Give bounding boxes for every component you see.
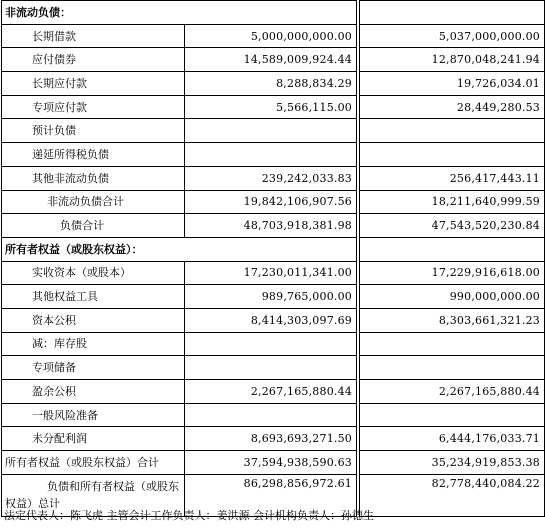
row-label: 所有者权益（或股东权益）合计 — [2, 451, 185, 475]
row-label: 减：库存股 — [2, 332, 185, 356]
table-row — [2, 403, 545, 427]
table-row — [2, 332, 545, 356]
current-value: 86,298,856,972.61 — [185, 474, 357, 516]
prior-value: 8,303,661,321.23 — [360, 308, 545, 332]
current-value: 8,414,303,097.69 — [185, 308, 357, 332]
row-label: 负债和所有者权益（或股东权益）总计 — [2, 474, 185, 516]
section-row-non-current-liabilities — [2, 1, 545, 25]
prior-value — [360, 143, 545, 167]
current-value — [185, 143, 357, 167]
current-value: 8,693,693,271.50 — [185, 427, 357, 451]
current-value: 37,594,938,590.63 — [185, 451, 357, 475]
row-label: 专项储备 — [2, 356, 185, 380]
prior-value — [360, 356, 545, 380]
section-row-equity — [2, 237, 545, 261]
current-value: 239,242,033.83 — [185, 166, 357, 190]
prior-value — [360, 403, 545, 427]
prior-value: 2,267,165,880.44 — [360, 380, 545, 404]
prior-value: 82,778,440,084.22 — [360, 474, 545, 516]
row-label: 递延所得税负债 — [2, 143, 185, 167]
row-label: 专项应付款 — [2, 95, 185, 119]
current-value: 5,566,115.00 — [185, 95, 357, 119]
row-label: 其他权益工具 — [2, 285, 185, 309]
current-value: 17,230,011,341.00 — [185, 261, 357, 285]
current-value — [185, 332, 357, 356]
total-row — [2, 451, 545, 475]
current-value: 5,000,000,000.00 — [185, 24, 357, 48]
table-row — [2, 356, 545, 380]
row-label: 盈余公积 — [2, 380, 185, 404]
table-row — [2, 261, 545, 285]
table-row — [2, 95, 545, 119]
current-value — [185, 356, 357, 380]
balance-sheet-table — [1, 0, 545, 517]
table-row — [2, 48, 545, 72]
current-value: 989,765,000.00 — [185, 285, 357, 309]
section-title: 所有者权益（或股东权益）： — [2, 237, 357, 261]
row-label: 长期应付款 — [2, 72, 185, 96]
prior-value: 6,444,176,033.71 — [360, 427, 545, 451]
table-row — [2, 119, 545, 143]
prior-value: 18,211,640,999.59 — [360, 190, 545, 214]
prior-value: 12,870,048,241.94 — [360, 48, 545, 72]
prior-value — [360, 332, 545, 356]
current-value: 2,267,165,880.44 — [185, 380, 357, 404]
row-label: 其他非流动负债 — [2, 166, 185, 190]
current-value — [185, 403, 357, 427]
signatories-line: 法定代表人：陈飞虎 主管会计工作负责人：姜洪源 会计机构负责人：孙德生 — [4, 509, 374, 522]
current-value: 48,703,918,381.98 — [185, 214, 357, 238]
table-row — [2, 143, 545, 167]
row-label: 非流动负债合计 — [2, 190, 185, 214]
table-row — [2, 308, 545, 332]
row-label: 实收资本（或股本） — [2, 261, 185, 285]
prior-value: 47,543,520,230.84 — [360, 214, 545, 238]
row-label: 负债合计 — [2, 214, 185, 238]
prior-value: 19,726,034.01 — [360, 72, 545, 96]
current-value: 8,288,834.29 — [185, 72, 357, 96]
prior-value: 35,234,919,853.38 — [360, 451, 545, 475]
row-label: 未分配利润 — [2, 427, 185, 451]
table-row — [2, 72, 545, 96]
table-row — [2, 427, 545, 451]
total-row — [2, 214, 545, 238]
row-label: 资本公积 — [2, 308, 185, 332]
table-row — [2, 166, 545, 190]
prior-value: 5,037,000,000.00 — [360, 24, 545, 48]
table-row — [2, 24, 545, 48]
row-label: 一般风险准备 — [2, 403, 185, 427]
prior-value: 990,000,000.00 — [360, 285, 545, 309]
subtotal-row — [2, 190, 545, 214]
current-value — [185, 119, 357, 143]
row-label: 预计负债 — [2, 119, 185, 143]
table-row — [2, 380, 545, 404]
prior-value: 17,229,916,618.00 — [360, 261, 545, 285]
row-label: 应付债券 — [2, 48, 185, 72]
current-value: 19,842,106,907.56 — [185, 190, 357, 214]
row-label: 长期借款 — [2, 24, 185, 48]
prior-value: 28,449,280.53 — [360, 95, 545, 119]
table-row — [2, 285, 545, 309]
current-value: 14,589,009,924.44 — [185, 48, 357, 72]
prior-value — [360, 119, 545, 143]
prior-value: 256,417,443.11 — [360, 166, 545, 190]
section-title: 非流动负债： — [2, 1, 357, 25]
